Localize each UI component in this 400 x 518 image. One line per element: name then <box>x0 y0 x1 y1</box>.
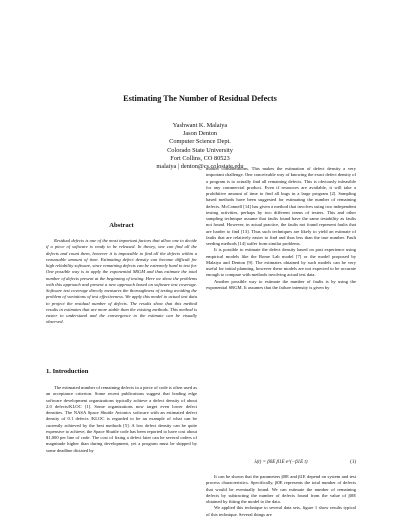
author-block <box>0 122 400 171</box>
body-paragraph: market considerations. This makes the estimation of defect density a very important challenge. One conceivable way of knowing the exact defect density of a program is to actually find all remaining defects. This is obviously infeasible for any commercial product. Even if resources are available, it will take a prohibitive amount of time to find all bugs in a large program [2]. Sampling based methods have been suggested for estimating the number of remaining defects. McConnell [14] has given a method that involves using two independent testing activities, perhaps by two different teams of testers. This and other sampling technique assume that faults found have the same testability as faults not found. However, in actual practice, the faults not found represent faults that are harder to find [13]. Thus such techniques are likely to yield an estimate of faults that are relatively easier to find and thus less than the true number. Fault seeding methods [14] suffer from similar problems. <box>206 166 357 246</box>
section-heading: 1. Introduction <box>46 368 89 375</box>
affiliation-line: Fort Collins, CO 80523 <box>170 154 230 162</box>
email-line: malaiya | denton@cs.colostate.edu <box>156 163 244 171</box>
paper-title: Estimating The Number of Residual Defects <box>123 94 277 103</box>
author-line: Jason Denton <box>182 130 218 138</box>
equation <box>206 460 356 465</box>
right-column-text <box>206 166 356 291</box>
affiliation-line: Computer Science Dept. <box>169 138 231 146</box>
equation-body: λ(t) = β0E β1E e^(−β1E t) <box>254 460 308 465</box>
abstract-paragraph: Residual defects is one of the most important factors that allow one to decide if a piece of software is ready to be released. In theory, one can find all the defects and count them, however it is impossible to find all the defects within a reasonable amount of time. Estimating defect density can become difficult for high reliability software, since remaining defects can be extremely hard to test for. One possible way is to apply the exponential SRGM and thus estimate the total number of defects present at the beginning of testing. Here we show the problems with this approach and present a new approach based on software test coverage. Software test coverage directly measures the thoroughness of testing avoiding the problem of variations of test effectiveness. We apply this model to actual test data to project the residual number of defects. The results show that this method results in estimates that are more stable than the existing methods. This method is easier to understand and the convergence to the estimate can be visually observed. <box>46 238 197 325</box>
body-paragraph: It is possible to estimate the defect density based on past experience using empirical models like the Rome Lab model [7] or the model proposed by Malaiya and Denton [9]. The estimates obtained by such models can be very useful for initial planning, however these models are not expected to be accurate enough to compare with methods involving actual test data. <box>206 247 356 278</box>
body-paragraph: Another possible way to estimate the number of faults is by using the exponential SRGM. It assumes that the failure intensity is given by <box>206 278 356 290</box>
equation-number: (1) <box>350 460 356 465</box>
author-line: Yashwant K. Malaiya <box>172 122 228 129</box>
abstract-text <box>46 238 197 326</box>
right-column-text-2 <box>206 474 356 518</box>
body-paragraph: It can be shown that the parameters β0E and β1E depend on system and test process characteristics. Specifically, β0E represents the total number of defects that would be eventually found. We can estimate the number of remaining defects by subtracting the number of defects found from the value of β0E obtained by fitting the model to the data. <box>206 474 356 504</box>
affiliation-line: Colorado State University <box>167 146 233 154</box>
abstract-heading: Abstract <box>109 222 134 229</box>
body-paragraph: We applied this technique to several data sets, figure 1 show results typical of this technique. Several things are <box>206 505 356 517</box>
intro-paragraph: The estimated number of remaining defects in a piece of code is often used as an acceptance criterion. Some recent publications suggest that leading edge software development organizations typically achieve a defect density of about 2.0 defects/KLOC [1]. Some organizations now target even lower defect densities. The NASA Space Shuttle Avionics software with an estimated defect density of 0.1 defects /KLOC is regarded to be an example of what can be currently achieved by the best methods [5]. A low defect density can be quite expensive to achieve, the Space Shuttle code has been reported to have cost about $1,000 per line of code. The cost of fixing a defect later can be several orders of magnitude higher than during development, yet a program must be shipped by some deadline dictated by <box>46 385 197 453</box>
intro-text <box>46 385 197 454</box>
